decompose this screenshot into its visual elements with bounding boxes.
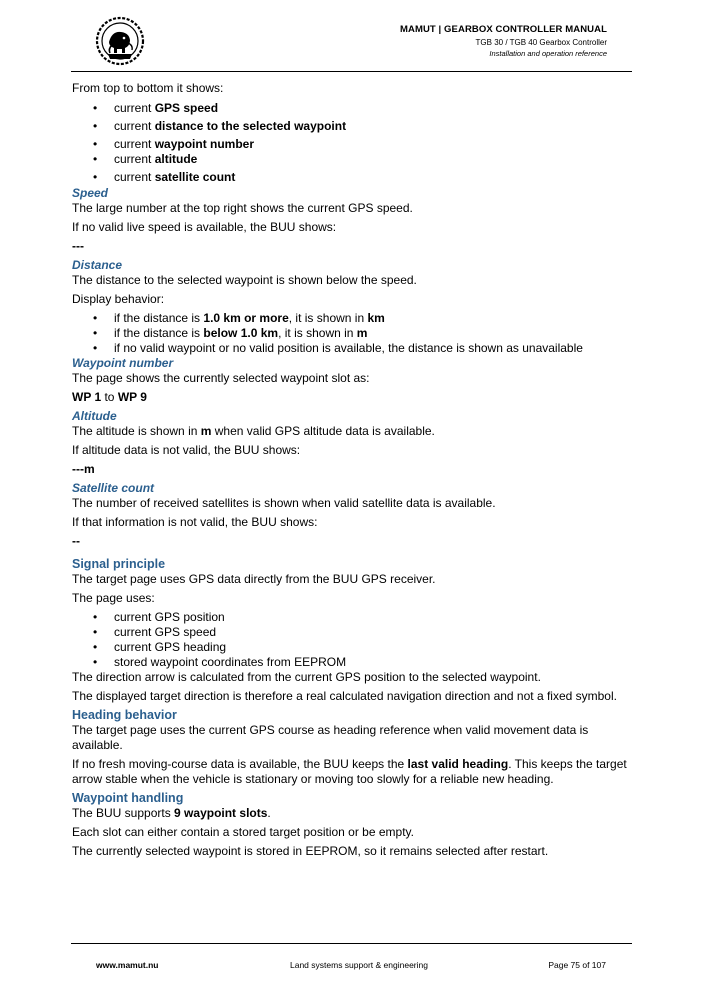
waypoint-handling-text: The BUU supports 9 waypoint slots.: [72, 806, 271, 820]
intro-text: From top to bottom it shows:: [72, 81, 224, 95]
waypoint-handling-text: Each slot can either contain a stored target position or be empty.: [72, 825, 414, 839]
list-item: • current GPS speed: [72, 101, 632, 116]
waypoint-number-text: The page shows the currently selected waypoint slot as:: [72, 371, 370, 385]
satellite-heading: Satellite count: [72, 481, 155, 495]
signal-list: [72, 610, 632, 670]
heading-behavior-text: If no fresh moving-course data is available, the BUU keeps the last valid heading. This keeps the target arrow stable when the vehicle is stationary or moving too slowly for a reliable new heading.: [72, 757, 627, 786]
heading-behavior-text: The target page uses the current GPS course as heading reference when valid movement data is available.: [72, 723, 589, 752]
footer-divider: [71, 943, 632, 944]
page-content: [72, 81, 632, 863]
waypoint-handling-text: The currently selected waypoint is stored in EEPROM, so it remains selected after restart.: [72, 844, 549, 858]
waypoint-range: WP 1 to WP 9: [72, 390, 147, 404]
list-item: • if no valid waypoint or no valid position is available, the distance is shown as unavailable: [72, 341, 632, 356]
signal-text: The displayed target direction is therefore a real calculated navigation direction and not a fixed symbol.: [72, 689, 617, 703]
heading-behavior-heading: Heading behavior: [72, 708, 177, 722]
document-subtitle: TGB 30 / TGB 40 Gearbox Controller: [475, 38, 607, 47]
page-number: Page 75 of 107: [548, 960, 606, 970]
distance-heading: Distance: [72, 258, 123, 272]
footer-website: www.mamut.nu: [96, 960, 159, 970]
altitude-text: The altitude is shown in m when valid GPS altitude data is available.: [72, 424, 435, 438]
satellite-value: --: [72, 534, 80, 548]
speed-text: The large number at the top right shows the current GPS speed.: [72, 201, 413, 215]
header-divider: [71, 71, 632, 72]
document-subsubtitle: Installation and operation reference: [489, 49, 607, 58]
waypoint-handling-heading: Waypoint handling: [72, 791, 184, 805]
list-item: • current GPS speed: [72, 625, 632, 640]
signal-text: The page uses:: [72, 591, 155, 605]
distance-text: Display behavior:: [72, 292, 165, 306]
signal-text: The target page uses GPS data directly from the BUU GPS receiver.: [72, 572, 436, 586]
shows-list: [72, 101, 632, 185]
list-item: • current altitude: [72, 152, 632, 167]
page-header: [400, 24, 607, 58]
list-item: • current distance to the selected waypoint: [72, 119, 632, 134]
distance-text: The distance to the selected waypoint is shown below the speed.: [72, 273, 417, 287]
satellite-text: If that information is not valid, the BUU shows:: [72, 515, 318, 529]
signal-text: The direction arrow is calculated from the current GPS position to the selected waypoint.: [72, 670, 541, 684]
list-item: • current waypoint number: [72, 137, 632, 152]
document-title: MAMUT | GEARBOX CONTROLLER MANUAL: [399, 24, 607, 35]
mamut-logo: [95, 16, 145, 66]
speed-value: ---: [72, 239, 84, 253]
altitude-value: ---m: [72, 462, 95, 476]
list-item: • if the distance is 1.0 km or more, it is shown in km: [72, 311, 632, 326]
list-item: • if the distance is below 1.0 km, it is shown in m: [72, 326, 632, 341]
satellite-text: The number of received satellites is shown when valid satellite data is available.: [72, 496, 496, 510]
altitude-text: If altitude data is not valid, the BUU shows:: [72, 443, 301, 457]
list-item: • current satellite count: [72, 170, 632, 185]
speed-text: If no valid live speed is available, the BUU shows:: [72, 220, 337, 234]
waypoint-number-heading: Waypoint number: [72, 356, 174, 370]
list-item: • stored waypoint coordinates from EEPROM: [72, 655, 632, 670]
list-item: • current GPS position: [72, 610, 632, 625]
list-item: • current GPS heading: [72, 640, 632, 655]
signal-heading: Signal principle: [72, 557, 166, 571]
altitude-heading: Altitude: [72, 409, 117, 423]
footer-tagline: Land systems support & engineering: [290, 960, 428, 970]
speed-heading: Speed: [72, 186, 109, 200]
distance-list: [72, 311, 632, 356]
